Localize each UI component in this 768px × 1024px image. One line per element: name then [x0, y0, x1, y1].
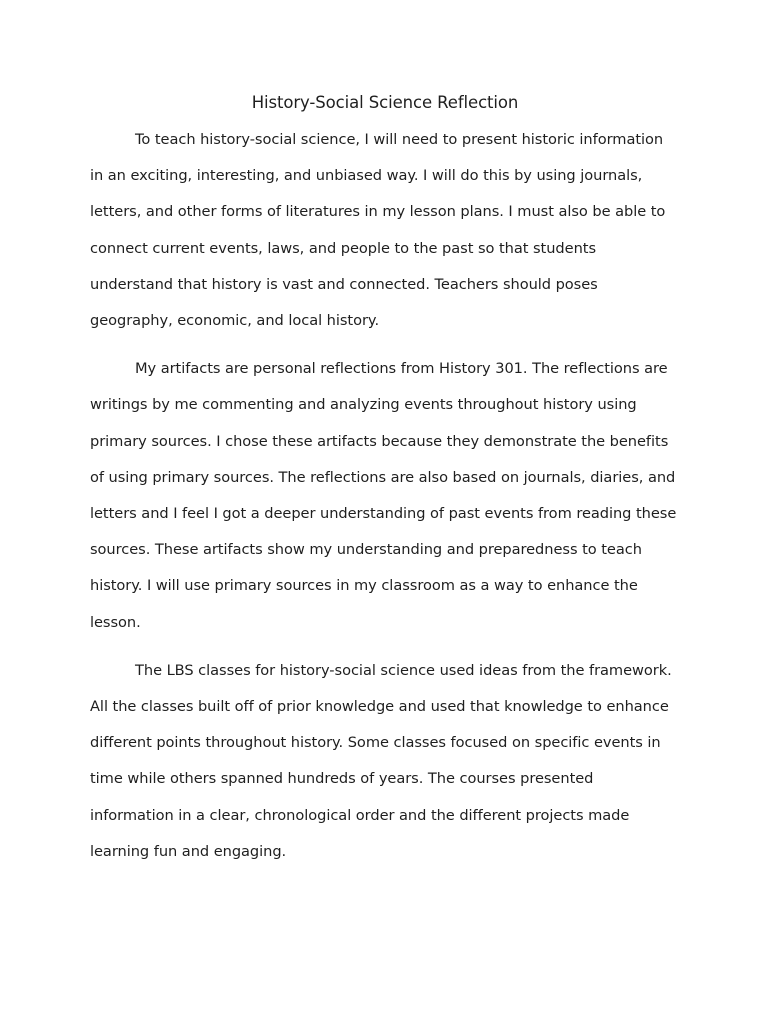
document-title: History-Social Science Reflection: [251, 93, 519, 112]
paragraph-lbs-classes: The LBS classes for history-social science used ideas from the framework. All the classes built off of prior knowledge and used that knowledge to enhance different points throughout history. Some classes focused on specific events in time while others spanned hundreds of years. The courses presented information in a clear, chronological order and the different projects made learning fun and engaging.: [90, 661, 672, 860]
paragraph-artifacts: My artifacts are personal reflections from History 301. The reflections are writings by me commenting and analyzing events throughout history using primary sources. I chose these artifacts because they demonstrate the benefits of using primary sources. The reflections are also based on journals, diaries, and letters and I feel I got a deeper understanding of past events from reading these sources. These artifacts show my understanding and preparedness to teach history. I will use primary sources in my classroom as a way to enhance the lesson.: [90, 360, 677, 631]
paragraph-teaching-approach: To teach history-social science, I will need to present historic information in an exciting, interesting, and unbiased way. I will do this by using journals, letters, and other forms of literatures in my lesson plans. I must also be able to connect current events, laws, and people to the past so that students understand that history is vast and connected. Teachers should poses geography, economic, and local history.: [90, 131, 666, 330]
